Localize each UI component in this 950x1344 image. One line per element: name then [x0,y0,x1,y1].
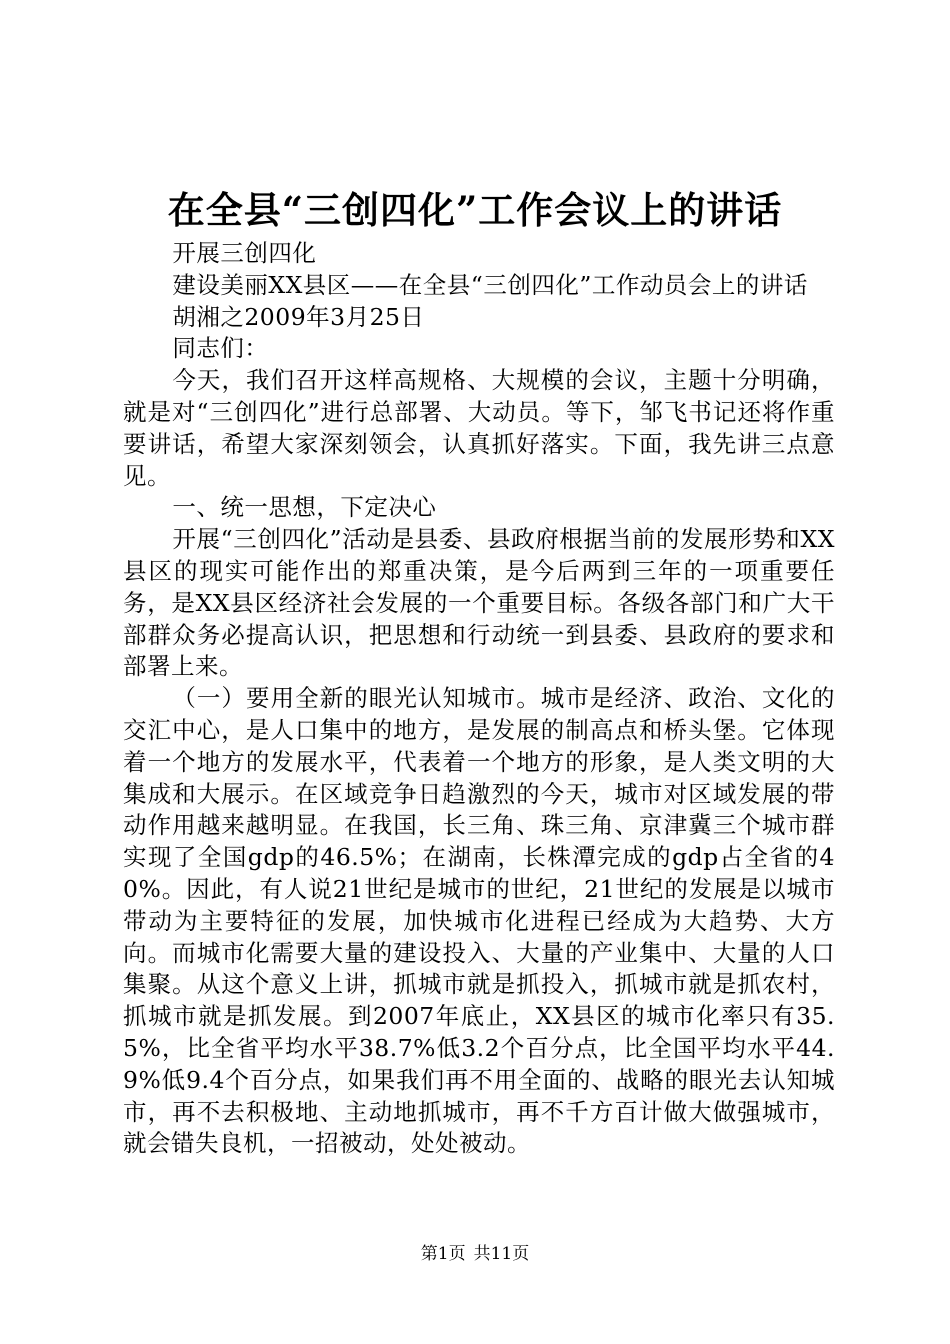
paragraph-intro: 今天，我们召开这样高规格、大规模的会议，主题十分明确，就是对“三创四化”进行总部署、大动员。等下，邹飞书记还将作重要讲话，希望大家深刻领会，认真抓好落实。下面，我先讲三点意见。 [123,366,835,490]
paragraph-salutation: 同志们： [172,334,269,363]
paragraph-subtitle: 建设美丽XX县区——在全县“三创四化”工作动员会上的讲话 [172,270,808,299]
paragraph-heading-1: 开展三创四化 [172,239,317,267]
page-footer [0,1243,950,1265]
paragraph-section-1: 开展“三创四化”活动是县委、县政府根据当前的发展形势和XX县区的现实可能作出的郑重决策，是今后两到三年的一项重要任务，是XX县区经济社会发展的一个重要目标。各级各部门和广大干部群众务必提高认识，把思想和行动统一到县委、县政府的要求和部署上来。 [123,525,835,681]
document-title: 在全县“三创四化”工作会议上的讲话 [167,188,783,232]
document-body [123,238,835,1160]
paragraph-author-date: 胡湘之2009年3月25日 [172,302,425,331]
page-total: 共11页 [473,1244,530,1264]
section-heading-1: 一、统一思想，下定决心 [172,493,437,522]
paragraph-subsection-1: （一）要用全新的眼光认知城市。城市是经济、政治、文化的交汇中心，是人口集中的地方，是发展的制高点和桥头堡。它体现着一个地方的发展水平，代表着一个地方的形象，是人类文明的大集成和大展示。在区域竞争日趋激烈的今天，城市对区域发展的带动作用越来越明显。在我国，长三角、珠三角、京津冀三个城市群实现了全国gdp的46.5%；在湖南，长株潭完成的gdp占全省的40%。因此，有人说21世纪是城市的世纪，21世纪的发展是以城市带动为主要特征的发展，加快城市化进程已经成为大趋势、大方向。而城市化需要大量的建设投入、大量的产业集中、大量的人口集聚。从这个意义上讲，抓城市就是抓投入，抓城市就是抓农村，抓城市就是抓发展。到2007年底止，XX县区的城市化率只有35.5%，比全省平均水平38.7%低3.2个百分点，比全国平均水平44.9%低9.4个百分点，如果我们再不用全面的、战略的眼光去认知城市，再不去积极地、主动地抓城市，再不千方百计做大做强城市，就会错失良机，一招被动，处处被动。 [123,684,835,1158]
page-number: 第1页 [420,1244,466,1264]
